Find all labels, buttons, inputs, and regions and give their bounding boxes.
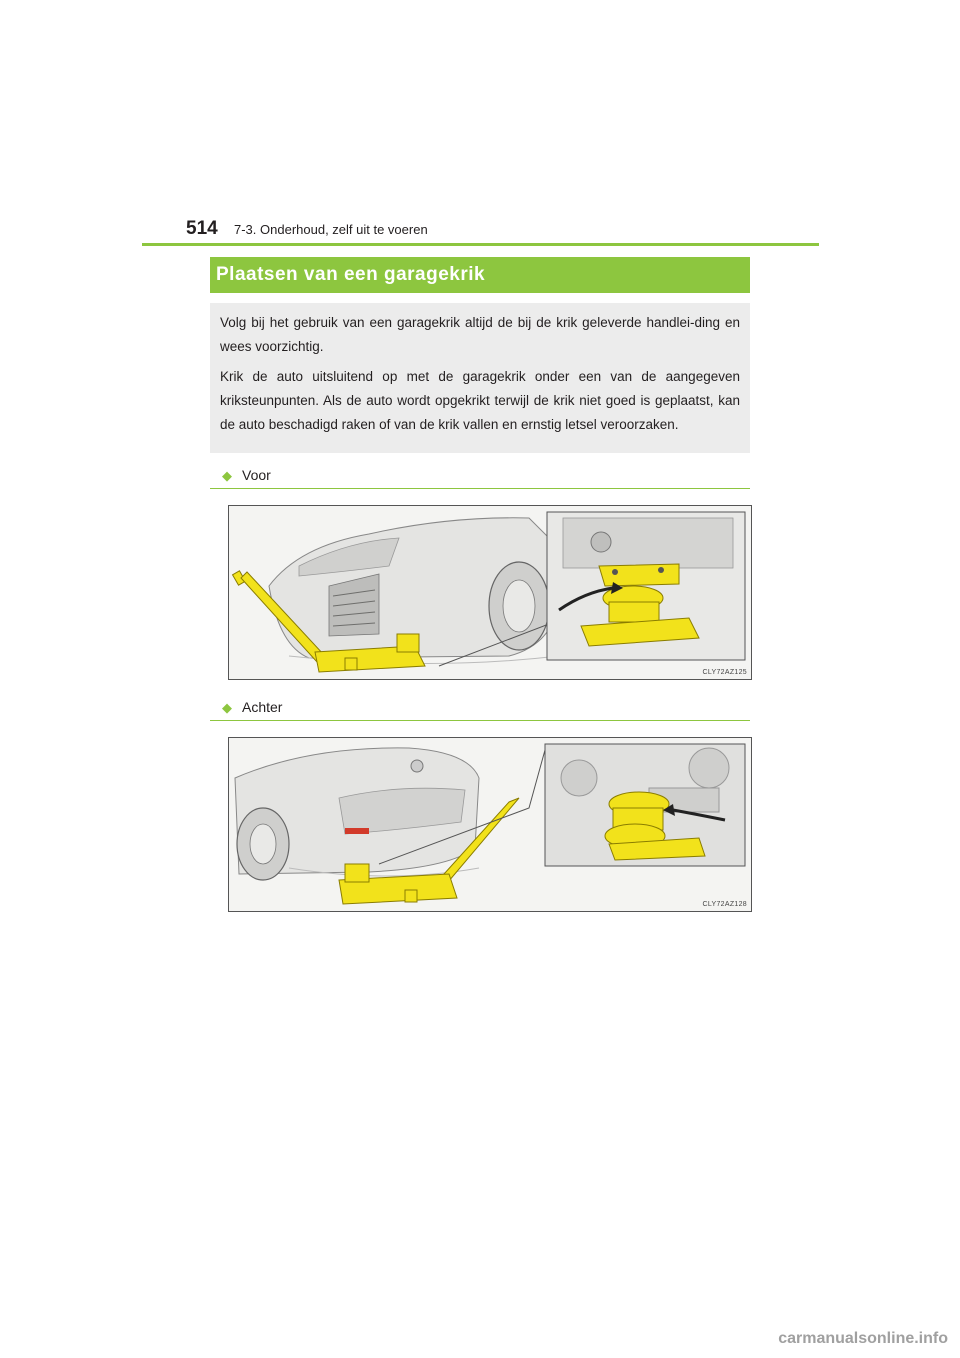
header-rule	[142, 243, 819, 246]
note-paragraph-1: Volg bij het gebruik van een garagekrik altijd de bij de krik geleverde handlei-ding en wees voorzichtig.	[220, 315, 740, 354]
front-jack-figure	[228, 505, 752, 680]
rear-figure-code: CLY72AZ128	[702, 901, 747, 908]
rear-jack-figure	[228, 737, 752, 912]
diamond-icon: ◆	[222, 468, 232, 483]
front-jack-illustration	[229, 506, 751, 679]
chapter-title: 7-3. Onderhoud, zelf uit te voeren	[234, 222, 428, 237]
front-heading-label: Voor	[242, 467, 271, 483]
section-title: Plaatsen van een garagekrik	[210, 257, 750, 293]
watermark: carmanualsonline.info	[778, 1330, 948, 1347]
rear-heading	[222, 699, 282, 716]
front-heading-rule	[210, 488, 750, 489]
front-heading	[222, 467, 271, 484]
page-number: 514	[186, 218, 218, 239]
front-figure-code: CLY72AZ125	[702, 669, 747, 676]
note-paragraph-2: Krik de auto uitsluitend op met de garagekrik onder een van de aangegeven kriksteunpunten. Als de auto wordt opgekrikt terwijl de krik niet goed is geplaatst, kan de auto beschadigd raken of van de krik vallen en ernstig letsel veroorzaken.	[220, 369, 740, 432]
diamond-icon: ◆	[222, 700, 232, 715]
rear-heading-label: Achter	[242, 699, 283, 715]
rear-heading-rule	[210, 720, 750, 721]
rear-jack-illustration	[229, 738, 751, 911]
caution-note	[210, 303, 750, 453]
